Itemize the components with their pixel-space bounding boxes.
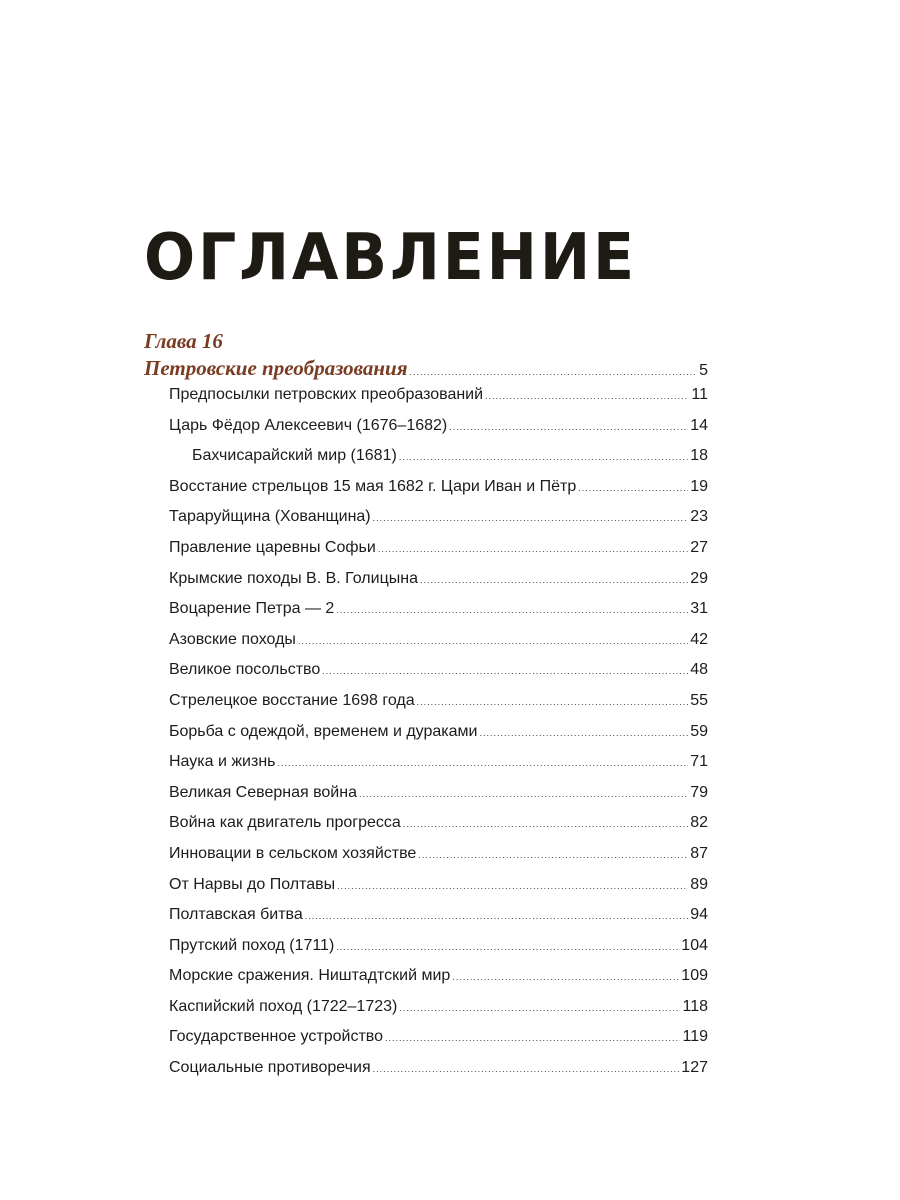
dot-leader	[278, 748, 689, 779]
chapter-title: Петровские преобразования	[144, 356, 408, 380]
toc-entry-title: Царь Фёдор Алексеевич (1676–1682)	[169, 416, 448, 434]
dot-leader	[336, 595, 688, 626]
toc-subentry[interactable]	[169, 441, 708, 472]
toc-entry-title: Инновации в сельском хозяйстве	[169, 844, 417, 862]
toc-entry[interactable]	[169, 411, 708, 442]
toc-entry-page: 11	[691, 386, 708, 403]
toc-entry-title: Борьба с одеждой, временем и дураками	[169, 722, 478, 740]
toc-entry-page: 118	[682, 997, 708, 1015]
chapter-number: Глава 16	[144, 329, 223, 353]
toc-entry-title: Правление царевны Софьи	[169, 538, 376, 556]
toc-entry-page: 14	[690, 416, 708, 434]
toc-entry-title: Воцарение Петра — 2	[169, 600, 335, 618]
toc-entry-title: Каспийский поход (1722–1723)	[169, 997, 398, 1015]
toc-entry-page: 119	[682, 1028, 708, 1046]
chapter-page-number: 5	[699, 362, 708, 379]
dot-leader	[373, 1054, 680, 1085]
toc-entry[interactable]	[169, 472, 708, 503]
dot-leader	[403, 809, 688, 840]
toc-entry[interactable]	[169, 961, 708, 992]
dot-leader	[452, 962, 679, 993]
dot-leader	[305, 901, 688, 932]
dot-leader	[399, 442, 688, 473]
toc-entry-page: 31	[690, 600, 708, 618]
toc-entry[interactable]	[169, 747, 708, 778]
toc-entry-page: 27	[690, 538, 708, 556]
toc-heading: ОГЛАВЛЕНИЕ	[144, 221, 637, 295]
toc-entry-title: Тараруйщина (Хованщина)	[169, 508, 371, 526]
dot-leader	[322, 656, 688, 687]
toc-entry[interactable]	[169, 839, 708, 870]
toc-entry-title: Крымские походы В. В. Голицына	[169, 569, 418, 587]
toc-entry-page: 29	[690, 569, 708, 587]
toc-entry[interactable]	[169, 594, 708, 625]
toc-entry-page: 109	[681, 967, 708, 985]
chapter-block	[144, 328, 708, 382]
toc-entry[interactable]	[169, 564, 708, 595]
toc-entry-page: 94	[690, 906, 708, 924]
toc-entry[interactable]	[169, 655, 708, 686]
toc-entry-title: Азовские походы	[169, 630, 296, 648]
toc-entry-title: Государственное устройство	[169, 1028, 383, 1046]
toc-entry-title: Прутский поход (1711)	[169, 936, 335, 954]
dot-leader	[378, 534, 688, 565]
toc-entry-title: Война как двигатель прогресса	[169, 814, 401, 832]
toc-entry-page: 19	[690, 477, 708, 495]
dot-leader	[578, 473, 688, 504]
dot-leader	[399, 993, 680, 1024]
toc-entry[interactable]	[169, 686, 708, 717]
toc-entry-page: 18	[690, 447, 708, 465]
toc-entry[interactable]	[169, 380, 708, 411]
toc-entry[interactable]	[169, 808, 708, 839]
toc-entry[interactable]	[169, 502, 708, 533]
toc-entries	[169, 380, 708, 1084]
toc-entry-title: Великое посольство	[169, 661, 321, 679]
toc-entry-title: От Нарвы до Полтавы	[169, 875, 336, 893]
toc-entry-page: 55	[690, 691, 708, 709]
toc-entry-title: Стрелецкое восстание 1698 года	[169, 691, 415, 709]
toc-entry[interactable]	[169, 533, 708, 564]
toc-entry[interactable]	[169, 778, 708, 809]
toc-entry-title: Предпосылки петровских преобразований	[169, 386, 484, 403]
toc-entry-page: 71	[690, 753, 708, 771]
toc-entry[interactable]	[169, 1053, 708, 1084]
toc-entry-page: 82	[690, 814, 708, 832]
toc-entry[interactable]	[169, 900, 708, 931]
toc-entry-page: 89	[690, 875, 708, 893]
chapter-title-entry[interactable]	[144, 354, 708, 382]
toc-entry-title: Полтавская битва	[169, 906, 303, 924]
dot-leader	[336, 932, 679, 963]
toc-entry-page: 127	[681, 1059, 708, 1077]
dot-leader	[420, 565, 688, 596]
dot-leader	[418, 840, 688, 871]
toc-entry-page: 79	[690, 783, 708, 801]
dot-leader	[373, 503, 689, 534]
dot-leader	[337, 871, 688, 902]
toc-entry-title: Восстание стрельцов 15 мая 1682 г. Цари Иван и Пётр	[169, 477, 577, 495]
toc-entry[interactable]	[169, 992, 708, 1023]
toc-entry-page: 104	[681, 936, 708, 954]
toc-entry[interactable]	[169, 1022, 708, 1053]
toc-entry-page: 59	[690, 722, 708, 740]
toc-entry-page: 87	[690, 844, 708, 862]
toc-entry-title: Великая Северная война	[169, 783, 357, 801]
toc-entry-title: Наука и жизнь	[169, 753, 276, 771]
toc-entry[interactable]	[169, 717, 708, 748]
dot-leader	[417, 687, 689, 718]
dot-leader	[485, 381, 689, 412]
toc-entry-title: Социальные противоречия	[169, 1059, 371, 1077]
dot-leader	[359, 779, 688, 810]
toc-entry[interactable]	[169, 870, 708, 901]
dot-leader	[385, 1023, 681, 1054]
toc-entry-title: Бахчисарайский мир (1681)	[192, 447, 397, 465]
toc-entry-page: 42	[690, 630, 708, 648]
toc-entry-page: 48	[690, 661, 708, 679]
dot-leader	[449, 412, 688, 443]
toc-entry-title: Морские сражения. Ништадтский мир	[169, 967, 451, 985]
dot-leader	[479, 718, 688, 749]
dot-leader	[298, 626, 688, 657]
toc-entry-page: 23	[690, 508, 708, 526]
toc-entry[interactable]	[169, 625, 708, 656]
toc-entry[interactable]	[169, 931, 708, 962]
